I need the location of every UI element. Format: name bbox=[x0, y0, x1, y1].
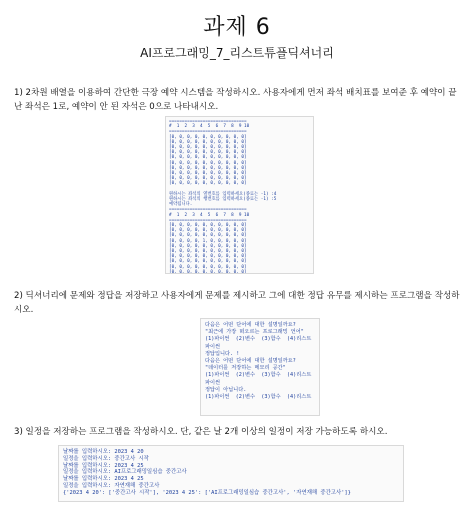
code-line: "데이터를 저장하는 메모리 공간" bbox=[205, 365, 286, 372]
question-2: 2) 딕셔너리에 문제와 정답을 저장하고 사용자에게 문제를 제시하고 그에 대한 정답 유무를 제시하는 프로그램을 작성하시오. bbox=[14, 291, 460, 315]
code-line: [0, 0, 0, 0, 0, 0, 0, 0, 0, 0] bbox=[169, 160, 247, 166]
code-line: 일정을 입력하시오: AI프로그래밍일심습 중간고사 bbox=[63, 469, 187, 476]
code-line: [0, 0, 0, 0, 0, 0, 0, 0, 0, 0] bbox=[169, 176, 247, 182]
code-line: [0, 0, 0, 0, 0, 0, 0, 0, 0, 0] bbox=[169, 243, 247, 249]
code-line: [0, 0, 0, 0, 0, 0, 0, 0, 0, 0] bbox=[169, 264, 247, 270]
code-line: "최근에 가장 떠오르는 프로그래밍 언어" bbox=[205, 329, 304, 336]
code-line: ============================== bbox=[169, 217, 247, 223]
code-line: [0, 0, 0, 0, 0, 0, 0, 0, 0, 0] bbox=[169, 145, 247, 151]
code-line: # 1 2 3 4 5 6 7 8 9 10 bbox=[169, 124, 250, 130]
page-title: 과제 6 bbox=[203, 15, 271, 40]
code-line: 날짜를 입력하시오: 2023 4 20 bbox=[63, 449, 144, 455]
code-line: 파이썬 bbox=[205, 343, 221, 350]
code-line: 다음은 어떤 단어에 대한 설명일까요? bbox=[205, 358, 296, 365]
code-line: {'2023 4 20': ['중간고사 시작'], '2023 4 25': ['AI프로그래밍일심습 중간고사', '자연재해 중간고사']} bbox=[63, 489, 351, 496]
code-line: 날짜를 입력하시오: 2023 4 25 bbox=[63, 462, 144, 469]
code-line: 정답이 아닙니다. bbox=[205, 386, 247, 393]
code-line: (1)파이썬 (2)변수 (3)함수 (4)리스트 bbox=[205, 372, 312, 379]
code-output-1 bbox=[165, 116, 314, 274]
code-line: (1)파이썬 (2)변수 (3)함수 (4)리스트 bbox=[205, 336, 312, 343]
code-line: 날짜를 입력하시오: 2023 4 25 bbox=[63, 476, 144, 483]
code-line: [0, 0, 0, 0, 1, 0, 0, 0, 0, 0] bbox=[169, 238, 247, 244]
code-line: 파이썬 bbox=[205, 379, 221, 386]
code-line: [0, 0, 0, 0, 0, 0, 0, 0, 0, 0] bbox=[169, 155, 247, 161]
code-output-3 bbox=[58, 445, 404, 502]
code-line: 예약됨니다. bbox=[169, 202, 193, 208]
code-line: [0, 0, 0, 0, 0, 0, 0, 0, 0, 0] bbox=[169, 139, 247, 145]
code-line: 다음은 어떤 단어에 대한 설명일까요? bbox=[205, 322, 296, 328]
code-line: [0, 0, 0, 0, 0, 0, 0, 0, 0, 0] bbox=[169, 269, 247, 274]
code-line: [0, 0, 0, 0, 0, 0, 0, 0, 0, 0] bbox=[169, 254, 247, 260]
code-line: [0, 0, 0, 0, 0, 0, 0, 0, 0, 0] bbox=[169, 223, 247, 229]
code-line: 원하시는 좌석의 행번호를 입력하세요(종료는 -1) :5 bbox=[169, 197, 277, 203]
code-line: 일정을 입력하시오: 자연재해 중간고사 bbox=[63, 482, 160, 489]
question-3: 3) 일정을 저장하는 프로그램을 작성하시오. 단, 같은 날 2개 이상의 일정이 저장 가능하도록 하시오. bbox=[14, 427, 388, 437]
code-line: [0, 0, 0, 0, 0, 0, 0, 0, 0, 0] bbox=[169, 249, 247, 255]
code-line: 정답입니다. ! bbox=[205, 350, 240, 357]
page-subtitle: AI프로그래밍_7_리스트튜플딕셔너리 bbox=[140, 46, 334, 60]
code-line: 일정을 입력하시오: 중간고사 시작 bbox=[63, 455, 149, 462]
code-line: [0, 0, 0, 0, 0, 0, 0, 0, 0, 0] bbox=[169, 150, 247, 156]
code-line: [0, 0, 0, 0, 0, 0, 0, 0, 0, 0] bbox=[169, 233, 247, 239]
question-1: 1) 2차원 배열을 이용하여 간단한 극장 예약 시스템을 작성하시오. 사용자에게 먼저 좌석 배치표를 보여준 후 예약이 끝난 좌석은 1로, 예약이 안 된 자석은 0으로 나타내시오. bbox=[14, 88, 457, 112]
code-line: # 1 2 3 4 5 6 7 8 9 10 bbox=[169, 212, 250, 218]
code-line: ============================== bbox=[169, 119, 247, 124]
code-line: [0, 0, 0, 0, 0, 0, 0, 0, 0, 0] bbox=[169, 259, 247, 265]
code-line: ============================== bbox=[169, 129, 247, 135]
code-line: [0, 0, 0, 0, 0, 0, 0, 0, 0, 0] bbox=[169, 228, 247, 234]
code-line: [0, 0, 0, 0, 0, 0, 0, 0, 0, 0] bbox=[169, 181, 247, 187]
code-line: 원하시는 좌석의 열번호를 입력하세요(종료는 -1) :4 bbox=[169, 191, 277, 197]
code-line: ============================== bbox=[169, 207, 247, 213]
code-line: (1)파이썬 (2)변수 (3)함수 (4)리스트 bbox=[205, 394, 312, 401]
code-output-2 bbox=[200, 318, 320, 416]
code-line: [0, 0, 0, 0, 0, 0, 0, 0, 0, 0] bbox=[169, 171, 247, 177]
code-line: [0, 0, 0, 0, 0, 0, 0, 0, 0, 0] bbox=[169, 134, 247, 140]
code-line: [0, 0, 0, 0, 0, 0, 0, 0, 0, 0] bbox=[169, 165, 247, 171]
